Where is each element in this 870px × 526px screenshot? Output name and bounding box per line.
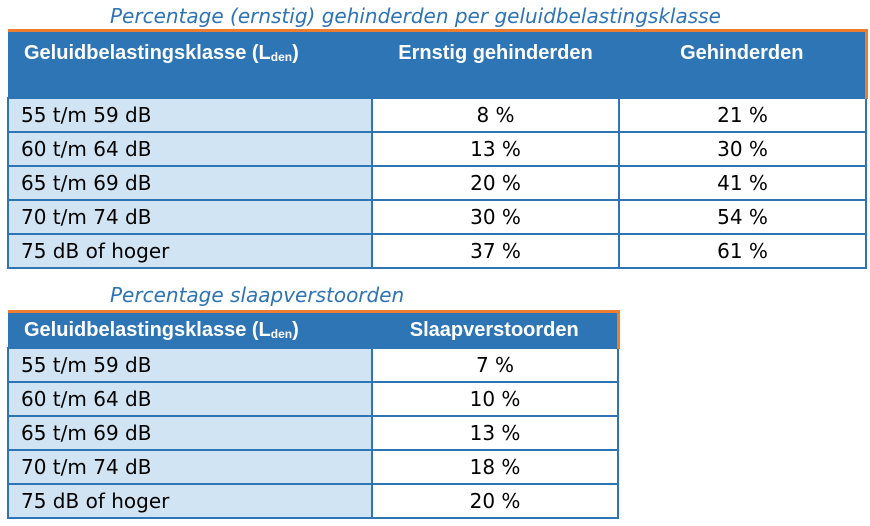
table-row [8,166,866,200]
table2-caption: Percentage slaapverstoorden [110,283,405,307]
annoyance-table [7,29,868,269]
table-row [8,234,866,268]
table-header-row [8,312,618,349]
cell-slaap: 7 % [372,348,618,382]
cell-slaap: 13 % [372,416,618,450]
cell-ernstig: 8 % [372,98,619,132]
cell-ernstig: 20 % [372,166,619,200]
cell-ernstig: 30 % [372,200,619,234]
table-row [8,132,866,166]
header-slaapverstoorden: Slaapverstoorden [372,312,618,349]
cell-slaap: 18 % [372,450,618,484]
cell-klasse: 60 t/m 64 dB [8,382,372,416]
cell-klasse: 75 dB of hoger [8,234,372,268]
cell-slaap: 20 % [372,484,618,518]
table1-caption: Percentage (ernstig) gehinderden per geluidbelastingsklasse [110,4,721,28]
header-geluidbelastingsklasse: Geluidbelastingsklasse $(L_{den})$ [8,312,372,349]
table-header-row [8,31,866,99]
table-row [8,348,618,382]
cell-klasse: 70 t/m 74 dB [8,200,372,234]
header-gehinderden: Gehinderden [619,31,866,99]
cell-klasse: 70 t/m 74 dB [8,450,372,484]
cell-ernstig: 13 % [372,132,619,166]
table-row [8,450,618,484]
cell-slaap: 10 % [372,382,618,416]
cell-gehinderd: 61 % [619,234,866,268]
table-row [8,98,866,132]
cell-ernstig: 37 % [372,234,619,268]
cell-klasse: 55 t/m 59 dB [8,98,372,132]
cell-klasse: 65 t/m 69 dB [8,416,372,450]
cell-klasse: 60 t/m 64 dB [8,132,372,166]
cell-klasse: 55 t/m 59 dB [8,348,372,382]
table-row [8,484,618,518]
cell-gehinderd: 54 % [619,200,866,234]
cell-klasse: 65 t/m 69 dB [8,166,372,200]
cell-gehinderd: 41 % [619,166,866,200]
cell-klasse: 75 dB of hoger [8,484,372,518]
header-ernstig-gehinderden: Ernstig gehinderden [372,31,619,99]
table-row [8,382,618,416]
table-row [8,200,866,234]
cell-gehinderd: 30 % [619,132,866,166]
header-geluidbelastingsklasse: Geluidbelastingsklasse $(L_{den})$ [8,31,372,99]
sleep-disturbance-table [7,310,620,519]
cell-gehinderd: 21 % [619,98,866,132]
table-row [8,416,618,450]
